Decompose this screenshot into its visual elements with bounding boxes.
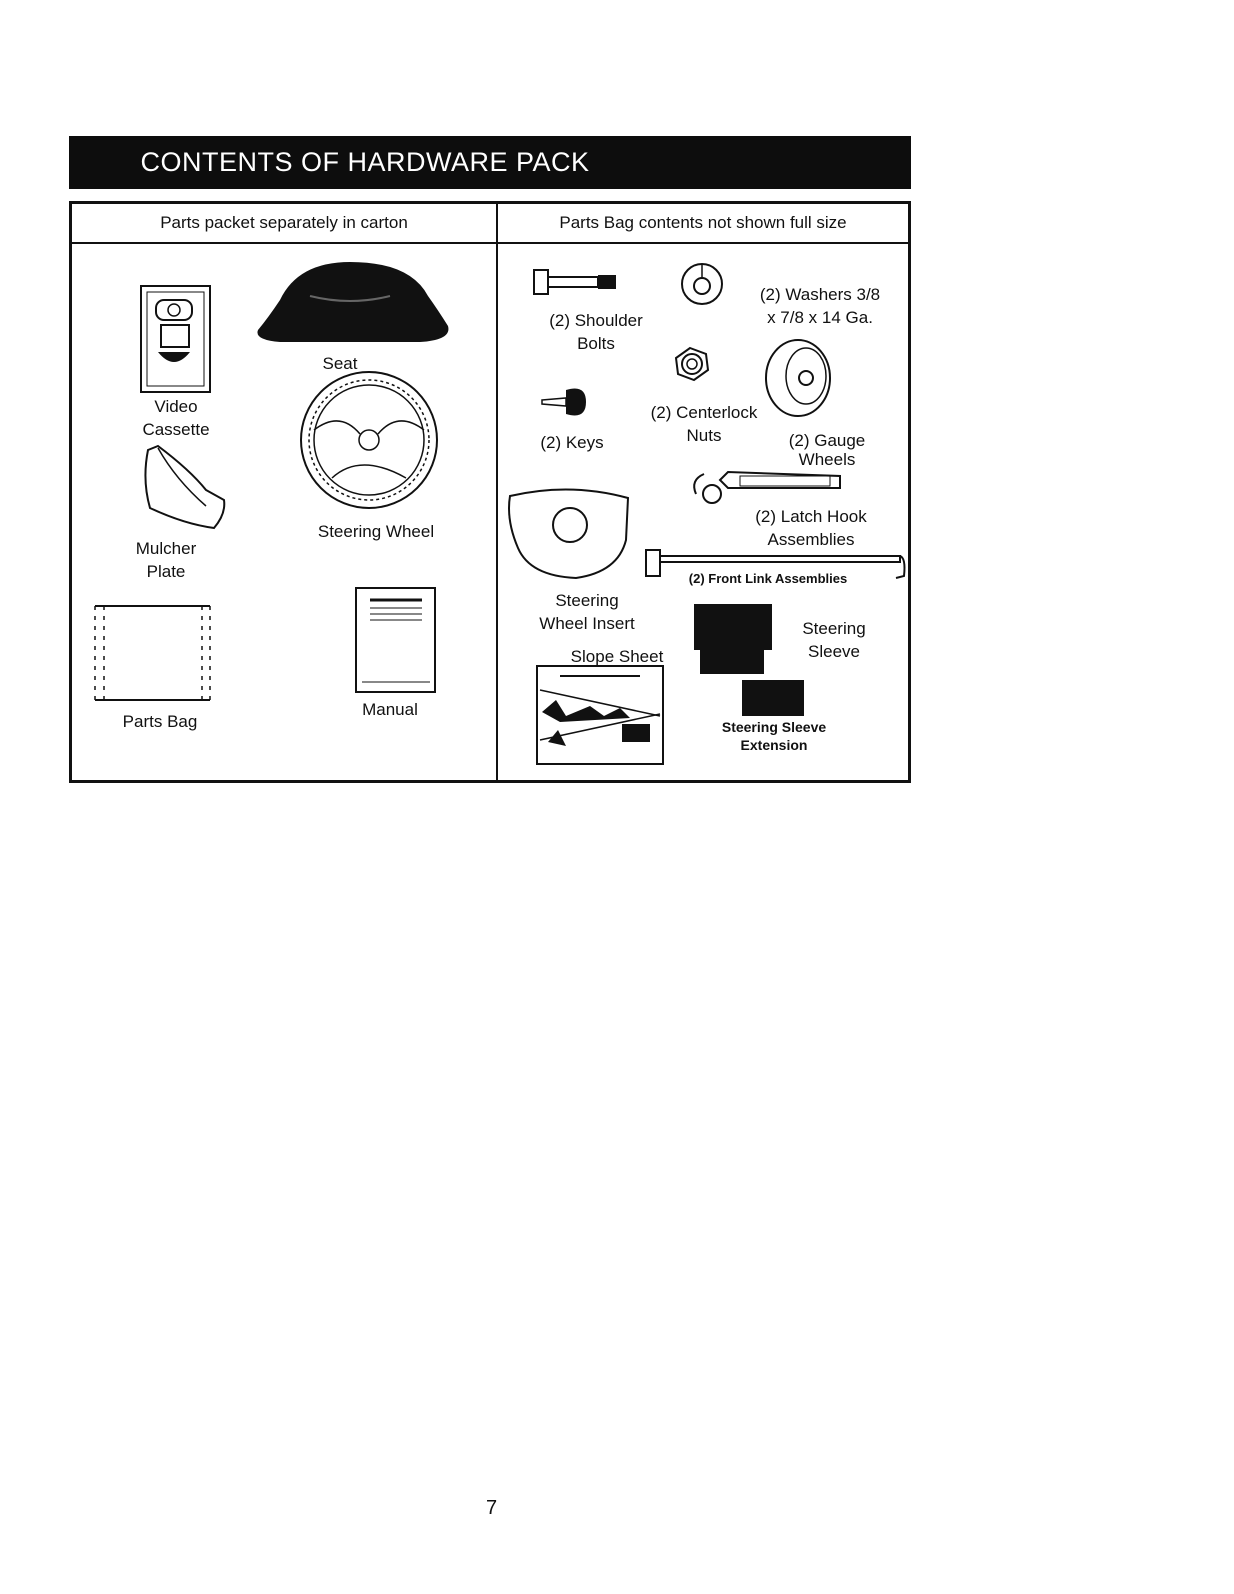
latch-hook-icon <box>694 472 840 503</box>
page-title: CONTENTS OF HARDWARE PACK <box>140 147 590 177</box>
front-link-label: (2) Front Link Assemblies <box>688 571 848 586</box>
steering-sleeve-extension-label: Steering Sleeve Extension <box>721 719 827 753</box>
slope-sheet-icon <box>537 666 663 764</box>
left-panel-header: Parts packet separately in carton <box>160 213 408 232</box>
latch-hook-label: (2) Latch Hook Assemblies <box>755 507 867 549</box>
shoulder-bolt-icon <box>534 270 616 294</box>
centerlock-nuts-label: (2) Centerlock Nuts <box>650 403 758 445</box>
washer-icon <box>682 264 722 304</box>
steering-wheel-insert-icon <box>509 489 628 578</box>
right-panel-header: Parts Bag contents not shown full size <box>559 213 847 232</box>
keys-label: (2) Keys <box>540 433 604 452</box>
parts-bag-label: Parts Bag <box>122 712 198 731</box>
video-cassette-icon <box>141 286 210 392</box>
video-cassette-label: Video Cassette <box>142 397 210 439</box>
seat-icon <box>257 262 448 342</box>
steering-sleeve-extension-icon <box>742 680 804 716</box>
key-icon <box>542 389 586 416</box>
steering-wheel-insert-label: Steering Wheel Insert <box>539 591 635 633</box>
shoulder-bolts-label: (2) Shoulder Bolts <box>549 311 643 353</box>
gauge-wheel-icon <box>766 340 830 416</box>
gauge-wheels-label: (2) Gauge Wheels <box>788 431 866 469</box>
manual-label: Manual <box>362 700 418 719</box>
seat-label: Seat <box>322 354 358 373</box>
parts-bag-icon <box>95 606 210 700</box>
steering-sleeve-label: Steering Sleeve <box>802 619 866 661</box>
washers-label: (2) Washers 3/8 x 7/8 x 14 Ga. <box>759 285 881 327</box>
mulcher-plate-label: Mulcher Plate <box>135 539 197 581</box>
mulcher-plate-icon <box>145 446 224 528</box>
steering-wheel-icon <box>301 372 437 508</box>
steering-wheel-label: Steering Wheel <box>317 522 435 541</box>
slope-sheet-label: Slope Sheet <box>570 647 664 666</box>
centerlock-nut-icon <box>676 348 708 380</box>
steering-sleeve-icon <box>694 604 772 674</box>
manual-icon <box>356 588 435 692</box>
page-number: 7 <box>486 1497 498 1519</box>
